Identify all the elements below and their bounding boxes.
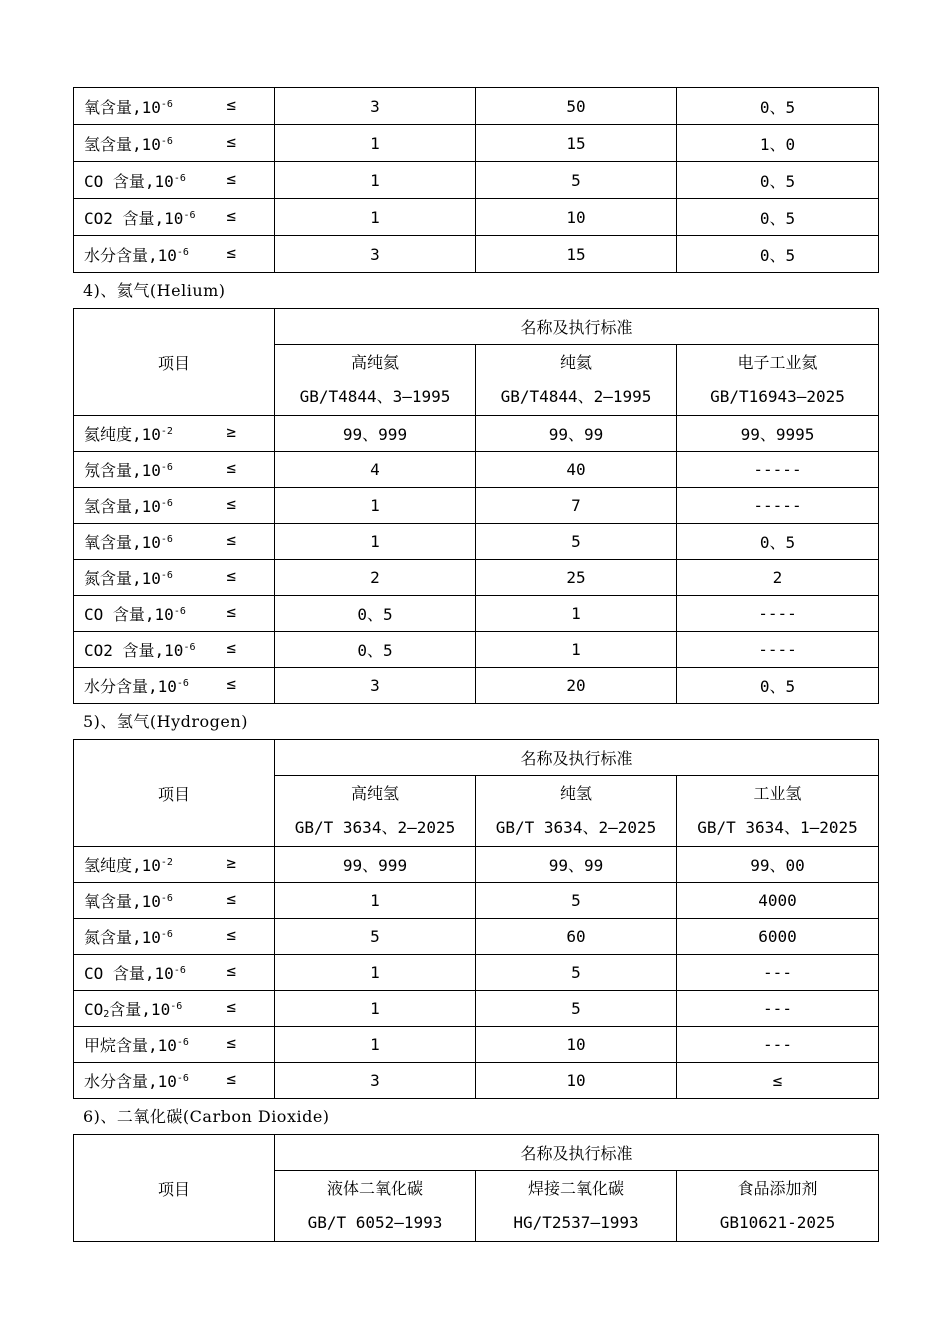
grade-name: 电子工业氦 xyxy=(737,353,818,372)
label-text: 水分含量,10 xyxy=(84,245,177,265)
value-cell: 1 xyxy=(275,991,476,1027)
grade-cell xyxy=(476,1171,677,1242)
label-exponent: -6 xyxy=(160,135,173,147)
grade-cell xyxy=(677,1171,879,1242)
comparison-symbol: ≤ xyxy=(226,94,236,114)
label-text: CO xyxy=(84,1000,104,1019)
table-row xyxy=(74,560,879,596)
table-row xyxy=(74,162,879,199)
value-cell: 2 xyxy=(275,560,476,596)
grade-standard-code: GB/T 6052—1993 xyxy=(307,1213,443,1232)
table-row xyxy=(74,1063,879,1099)
label-text: 氮含量,10 xyxy=(84,928,161,947)
comparison-symbol: ≤ xyxy=(226,131,236,151)
grade-cell xyxy=(476,345,677,416)
table-helium xyxy=(73,308,879,704)
table-row xyxy=(74,955,879,991)
row-label xyxy=(74,919,275,955)
row-label xyxy=(74,125,275,162)
value-cell: 10 xyxy=(476,1063,677,1099)
grade-name: 焊接二氧化碳 xyxy=(527,1179,624,1198)
row-label xyxy=(74,236,275,273)
grade-cell xyxy=(275,1171,476,1242)
row-label-text xyxy=(84,997,182,1020)
label-exponent: -6 xyxy=(170,1001,183,1012)
value-cell: 1 xyxy=(275,1027,476,1063)
value-cell: 0、5 xyxy=(677,199,879,236)
label-text: 水分含量,10 xyxy=(84,677,177,696)
comparison-symbol: ≤ xyxy=(226,961,236,980)
label-text: 氢含量,10 xyxy=(84,134,161,154)
label-exponent: -6 xyxy=(160,893,173,904)
label-exponent: -6 xyxy=(173,172,186,184)
value-cell: 5 xyxy=(476,524,677,560)
value-cell: 3 xyxy=(275,236,476,273)
label-text: 氢含量,10 xyxy=(84,497,161,516)
table-row xyxy=(74,488,879,524)
table-helium-body xyxy=(74,309,879,704)
project-header: 项目 xyxy=(74,309,275,416)
row-label-text xyxy=(84,1033,189,1056)
value-cell: 1 xyxy=(476,632,677,668)
value-cell: 0、5 xyxy=(677,88,879,125)
value-cell: 4 xyxy=(275,452,476,488)
row-label-text xyxy=(84,243,189,266)
row-label-text xyxy=(84,961,186,984)
label-text: CO2 含量,10 xyxy=(84,641,184,660)
table-row xyxy=(74,847,879,883)
row-label-text xyxy=(84,458,173,481)
value-cell: 0、5 xyxy=(677,162,879,199)
comparison-symbol: ≤ xyxy=(226,168,236,188)
row-label xyxy=(74,1027,275,1063)
grade-standard-code: GB10621-2025 xyxy=(719,1213,836,1232)
label-exponent: -6 xyxy=(176,246,189,258)
value-cell: ----- xyxy=(677,452,879,488)
table-co2 xyxy=(73,1134,879,1242)
comparison-symbol: ≤ xyxy=(226,997,236,1016)
row-label xyxy=(74,1063,275,1099)
value-cell: 99、00 xyxy=(677,847,879,883)
row-label xyxy=(74,452,275,488)
value-cell: 1 xyxy=(275,883,476,919)
table-row xyxy=(74,452,879,488)
row-label-text xyxy=(84,422,173,445)
row-label xyxy=(74,955,275,991)
row-label xyxy=(74,560,275,596)
value-cell: 25 xyxy=(476,560,677,596)
comparison-symbol: ≤ xyxy=(226,530,236,549)
label-text: CO 含量,10 xyxy=(84,605,174,624)
value-cell: 99、999 xyxy=(275,847,476,883)
project-header: 项目 xyxy=(74,1135,275,1242)
label-text: 甲烷含量,10 xyxy=(84,1036,177,1055)
table-row xyxy=(74,919,879,955)
value-cell: 6000 xyxy=(677,919,879,955)
label-exponent: -6 xyxy=(160,534,173,545)
row-label-text xyxy=(84,169,186,192)
value-cell: 60 xyxy=(476,919,677,955)
comparison-symbol: ≤ xyxy=(226,674,236,693)
row-label-text xyxy=(84,566,173,589)
table-prev xyxy=(73,87,879,273)
comparison-symbol: ≥ xyxy=(226,422,236,441)
row-label-text xyxy=(84,925,173,948)
comparison-symbol: ≤ xyxy=(226,566,236,585)
value-cell: ----- xyxy=(677,488,879,524)
row-label xyxy=(74,632,275,668)
table-prev-body xyxy=(74,88,879,273)
row-label xyxy=(74,88,275,125)
comparison-symbol: ≤ xyxy=(226,1033,236,1052)
table-row xyxy=(74,416,879,452)
row-label xyxy=(74,668,275,704)
table-row xyxy=(74,236,879,273)
row-label xyxy=(74,488,275,524)
label-exponent: -6 xyxy=(176,1073,189,1084)
value-cell: 1 xyxy=(275,162,476,199)
grade-cell xyxy=(677,345,879,416)
row-label xyxy=(74,199,275,236)
comparison-symbol: ≥ xyxy=(226,853,236,872)
header-row xyxy=(74,309,879,345)
value-cell: ---- xyxy=(677,632,879,668)
value-cell: 0、5 xyxy=(275,632,476,668)
label-text: 水分含量,10 xyxy=(84,1072,177,1091)
table-row xyxy=(74,991,879,1027)
comparison-symbol: ≤ xyxy=(226,1069,236,1088)
value-cell: 99、9995 xyxy=(677,416,879,452)
grade-name: 高纯氦 xyxy=(350,353,399,372)
row-label xyxy=(74,524,275,560)
label-exponent: -6 xyxy=(160,462,173,473)
section-title-hydrogen: 5)、氢气(Hydrogen) xyxy=(83,712,248,731)
value-cell: 3 xyxy=(275,1063,476,1099)
grade-name: 液体二氧化碳 xyxy=(326,1179,423,1198)
label-exponent: -6 xyxy=(183,642,196,653)
standard-header: 名称及执行标准 xyxy=(275,309,879,345)
value-cell: 2 xyxy=(677,560,879,596)
value-cell: 99、99 xyxy=(476,847,677,883)
value-cell: 0、5 xyxy=(677,236,879,273)
grade-standard-code: GB/T 3634、1—2025 xyxy=(697,818,858,837)
label-subscript: 2 xyxy=(103,1009,110,1020)
label-text: 氢纯度,10 xyxy=(84,856,161,875)
label-text: 氧含量,10 xyxy=(84,892,161,911)
value-cell: 20 xyxy=(476,668,677,704)
grade-cell xyxy=(275,776,476,847)
grade-standard-code: GB/T16943—2025 xyxy=(710,387,845,406)
comparison-symbol: ≤ xyxy=(226,925,236,944)
grade-cell xyxy=(476,776,677,847)
comparison-symbol: ≤ xyxy=(226,638,236,657)
label-text: CO2 含量,10 xyxy=(84,208,184,228)
row-label-text xyxy=(84,602,186,625)
row-label-text xyxy=(84,638,195,661)
value-cell: 1 xyxy=(275,125,476,162)
value-cell: 1 xyxy=(275,488,476,524)
standard-header: 名称及执行标准 xyxy=(275,1135,879,1171)
row-label xyxy=(74,162,275,199)
table-hydrogen-body xyxy=(74,740,879,1099)
label-text: 氧含量,10 xyxy=(84,97,161,117)
grade-name: 纯氢 xyxy=(559,784,592,803)
grade-standard-code: GB/T 3634、2—2025 xyxy=(294,818,456,837)
value-cell: 99、999 xyxy=(275,416,476,452)
value-cell: 1 xyxy=(275,524,476,560)
table-row xyxy=(74,88,879,125)
value-cell: --- xyxy=(677,955,879,991)
label-exponent: -6 xyxy=(183,209,196,221)
row-label-text xyxy=(84,674,189,697)
value-cell: ---- xyxy=(677,596,879,632)
value-cell: 15 xyxy=(476,236,677,273)
label-exponent: -6 xyxy=(160,929,173,940)
row-label-text xyxy=(84,530,173,553)
value-cell: 1 xyxy=(476,596,677,632)
header-row xyxy=(74,1135,879,1171)
label-exponent: -2 xyxy=(160,857,173,868)
row-label xyxy=(74,596,275,632)
row-label xyxy=(74,883,275,919)
table-row xyxy=(74,596,879,632)
table-row xyxy=(74,632,879,668)
label-exponent: -6 xyxy=(173,965,186,976)
label-exponent: -2 xyxy=(160,426,173,437)
header-row xyxy=(74,740,879,776)
value-cell: 10 xyxy=(476,1027,677,1063)
row-label-text xyxy=(84,1069,189,1092)
grade-standard-code: GB/T4844、2—1995 xyxy=(500,387,652,406)
value-cell: 5 xyxy=(476,991,677,1027)
value-cell: 0、5 xyxy=(275,596,476,632)
section-title-co2: 6)、二氧化碳(Carbon Dioxide) xyxy=(83,1107,330,1126)
grade-standard-code: HG/T2537—1993 xyxy=(513,1213,639,1232)
document-page xyxy=(73,87,878,1242)
value-cell: 1、0 xyxy=(677,125,879,162)
label-exponent: -6 xyxy=(160,498,173,509)
row-label xyxy=(74,847,275,883)
table-row xyxy=(74,668,879,704)
value-cell: 4000 xyxy=(677,883,879,919)
label-exponent: -6 xyxy=(176,1037,189,1048)
table-row xyxy=(74,125,879,162)
value-cell: 10 xyxy=(476,199,677,236)
label-exponent: -6 xyxy=(160,570,173,581)
value-cell: 15 xyxy=(476,125,677,162)
value-cell: 3 xyxy=(275,668,476,704)
row-label-text xyxy=(84,853,173,876)
label-exponent: -6 xyxy=(160,98,173,110)
label-exponent: -6 xyxy=(176,678,189,689)
grade-name: 食品添加剂 xyxy=(737,1179,818,1198)
value-cell: 5 xyxy=(476,883,677,919)
label-text: 氦纯度,10 xyxy=(84,425,161,444)
table-row xyxy=(74,883,879,919)
label-text-cont: 含量,10 xyxy=(109,1000,171,1019)
grade-standard-code: GB/T4844、3—1995 xyxy=(299,387,451,406)
grade-name: 工业氢 xyxy=(753,784,802,803)
label-text: 氖含量,10 xyxy=(84,461,161,480)
comparison-symbol: ≤ xyxy=(226,242,236,262)
value-cell: 7 xyxy=(476,488,677,524)
value-cell: 1 xyxy=(275,955,476,991)
grade-cell xyxy=(677,776,879,847)
value-cell: --- xyxy=(677,1027,879,1063)
project-header: 项目 xyxy=(74,740,275,847)
value-cell: 5 xyxy=(275,919,476,955)
row-label-text xyxy=(84,95,173,118)
section-title-helium: 4)、氦气(Helium) xyxy=(83,281,226,300)
value-cell: 0、5 xyxy=(677,524,879,560)
comparison-symbol: ≤ xyxy=(226,494,236,513)
label-text: CO 含量,10 xyxy=(84,964,174,983)
grade-name: 高纯氢 xyxy=(350,784,399,803)
grade-standard-code: GB/T 3634、2—2025 xyxy=(495,818,657,837)
value-cell: 50 xyxy=(476,88,677,125)
table-row xyxy=(74,524,879,560)
table-hydrogen xyxy=(73,739,879,1099)
row-label xyxy=(74,991,275,1027)
table-co2-body xyxy=(74,1135,879,1242)
value-cell: 1 xyxy=(275,199,476,236)
value-cell: --- xyxy=(677,991,879,1027)
value-cell: ≤ xyxy=(677,1063,879,1099)
comparison-symbol: ≤ xyxy=(226,458,236,477)
value-cell: 40 xyxy=(476,452,677,488)
row-label-text xyxy=(84,889,173,912)
comparison-symbol: ≤ xyxy=(226,889,236,908)
label-text: CO 含量,10 xyxy=(84,171,174,191)
table-row xyxy=(74,199,879,236)
row-label-text xyxy=(84,206,195,229)
label-text: 氧含量,10 xyxy=(84,533,161,552)
value-cell: 5 xyxy=(476,955,677,991)
row-label xyxy=(74,416,275,452)
row-label-text xyxy=(84,132,173,155)
value-cell: 0、5 xyxy=(677,668,879,704)
label-text: 氮含量,10 xyxy=(84,569,161,588)
comparison-symbol: ≤ xyxy=(226,205,236,225)
value-cell: 5 xyxy=(476,162,677,199)
comparison-symbol: ≤ xyxy=(226,602,236,621)
standard-header: 名称及执行标准 xyxy=(275,740,879,776)
label-exponent: -6 xyxy=(173,606,186,617)
grade-name: 纯氦 xyxy=(559,353,592,372)
value-cell: 99、99 xyxy=(476,416,677,452)
grade-cell xyxy=(275,345,476,416)
row-label-text xyxy=(84,494,173,517)
value-cell: 3 xyxy=(275,88,476,125)
table-row xyxy=(74,1027,879,1063)
